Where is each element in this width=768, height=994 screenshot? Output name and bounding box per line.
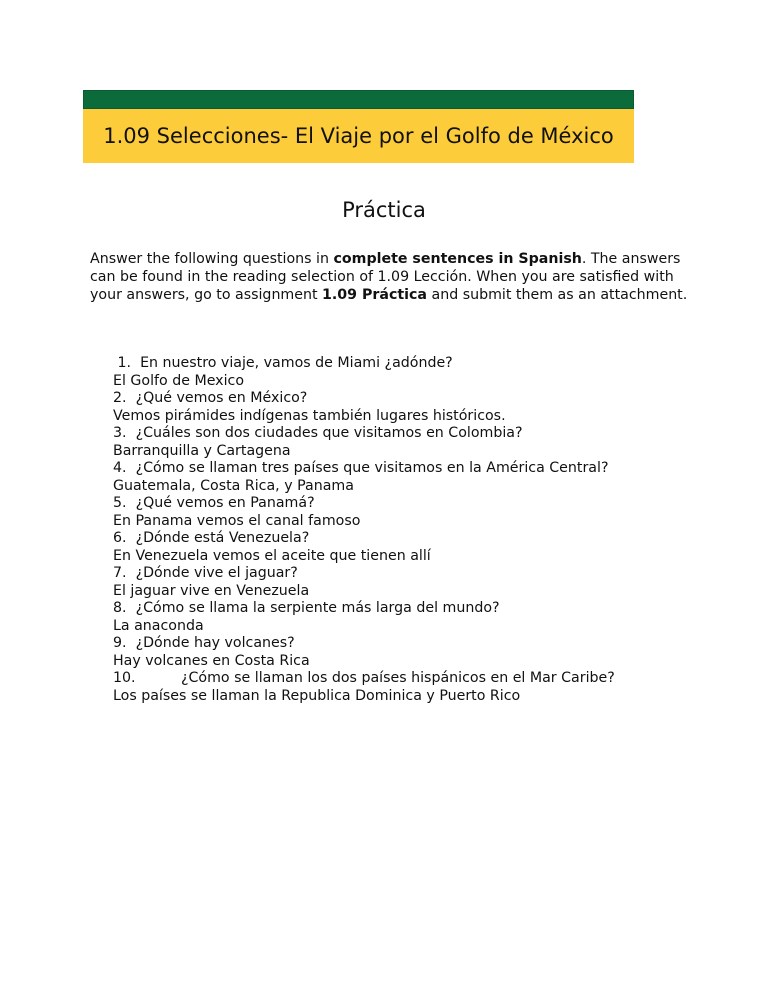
question-number: 6. — [113, 530, 127, 546]
question-number: 9. — [113, 635, 127, 651]
answer-item: Guatemala, Costa Rica, y Panama — [113, 477, 354, 494]
question-item — [113, 495, 713, 513]
question-text: ¿Dónde está Venezuela? — [135, 530, 310, 546]
question-text: ¿Cómo se llaman tres países que visitamos en la América Central? — [135, 460, 609, 476]
question-number: 8. — [113, 600, 127, 616]
question-item — [113, 565, 713, 583]
answer-item: El Golfo de Mexico — [113, 372, 244, 389]
question-number: 10. — [113, 670, 136, 686]
question-text: ¿Cómo se llama la serpiente más larga del mundo? — [135, 600, 500, 616]
instructions-bold-1: complete sentences in Spanish — [333, 251, 582, 267]
question-number: 5. — [113, 495, 127, 511]
answer-item: Hay volcanes en Costa Rica — [113, 652, 310, 669]
question-item — [113, 530, 713, 548]
question-number: 4. — [113, 460, 127, 476]
question-number: 7. — [113, 565, 127, 581]
instructions-text-3: and submit them as an attachment. — [427, 287, 688, 303]
question-item — [113, 355, 713, 373]
question-number: 1. — [117, 355, 132, 371]
banner-green-stripe — [83, 90, 634, 109]
question-item — [113, 600, 713, 618]
question-text: En nuestro viaje, vamos de Miami ¿adónde? — [140, 355, 453, 371]
banner-gold-band — [83, 109, 634, 163]
question-item — [113, 390, 713, 408]
document-title: 1.09 Selecciones- El Viaje por el Golfo de México — [103, 124, 614, 148]
question-text: ¿Qué vemos en Panamá? — [135, 495, 315, 511]
question-text: ¿Dónde hay volcanes? — [135, 635, 295, 651]
instructions-bold-2: 1.09 Práctica — [322, 287, 427, 303]
question-text: ¿Dónde vive el jaguar? — [135, 565, 298, 581]
question-item — [113, 425, 713, 443]
instructions-text-2: . The answers can be found in the reading selection of 1.09 Lección. When you are satisfied with your answers, go to assignment — [90, 251, 681, 303]
question-item — [113, 635, 713, 653]
instructions-text-1: Answer the following questions in — [90, 251, 334, 267]
question-text: ¿Qué vemos en México? — [135, 390, 308, 406]
answer-item: Los países se llaman la Republica Dominica y Puerto Rico — [113, 687, 521, 704]
answer-item: La anaconda — [113, 617, 204, 634]
question-answer-list — [113, 355, 713, 705]
answer-item: En Panama vemos el canal famoso — [113, 512, 361, 529]
answer-item: Vemos pirámides indígenas también lugares históricos. — [113, 407, 506, 424]
question-item — [113, 460, 713, 478]
question-text: ¿Cómo se llaman los dos países hispánicos en el Mar Caribe? — [181, 670, 615, 686]
section-heading: Práctica — [342, 198, 426, 222]
question-number: 3. — [113, 425, 127, 441]
answer-item: En Venezuela vemos el aceite que tienen allí — [113, 547, 431, 564]
answer-item: Barranquilla y Cartagena — [113, 442, 291, 459]
question-number: 2. — [113, 390, 127, 406]
question-item — [113, 670, 713, 688]
question-text: ¿Cuáles son dos ciudades que visitamos en Colombia? — [135, 425, 523, 441]
instructions-paragraph — [90, 250, 690, 304]
answer-item: El jaguar vive en Venezuela — [113, 582, 310, 599]
title-banner — [83, 90, 634, 163]
